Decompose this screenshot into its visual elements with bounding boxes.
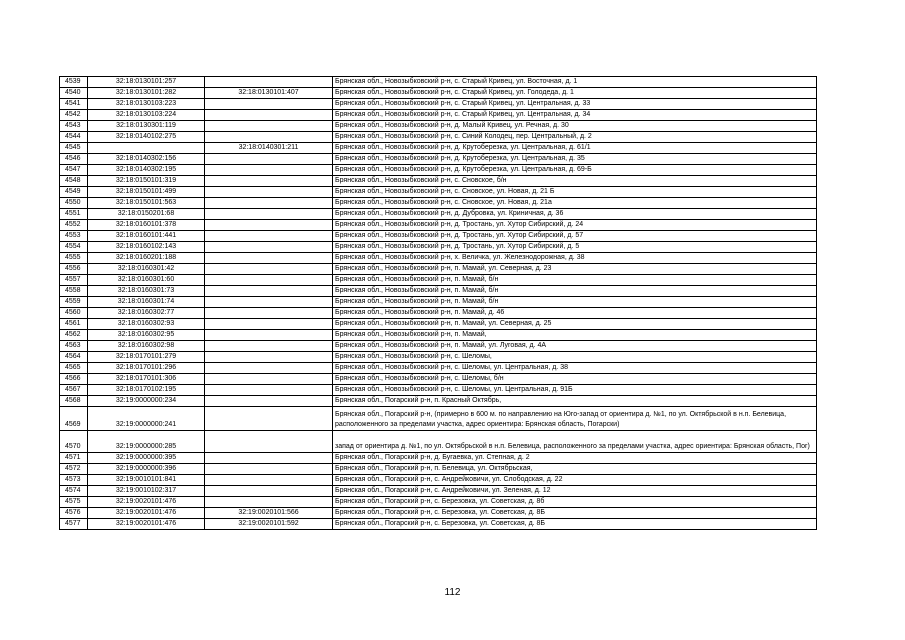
- address: Брянская обл., Новозыбковский р-н, д. Крутоберезка, ул. Центральная, д. 35: [333, 154, 817, 165]
- cadastral-number: 32:18:0130101:282: [88, 88, 205, 99]
- cadastral-number: 32:18:0160102:143: [88, 242, 205, 253]
- row-number: 4543: [60, 121, 88, 132]
- previous-cadastral-number: [205, 77, 333, 88]
- table-row: [60, 330, 817, 341]
- address: Брянская обл., Погарский р-н, с. Андрейковичи, ул. Слободская, д. 22: [333, 475, 817, 486]
- cadastral-number: [88, 143, 205, 154]
- cadastral-number: 32:18:0160301:60: [88, 275, 205, 286]
- row-number: 4557: [60, 275, 88, 286]
- address: Брянская обл., Новозыбковский р-н, п. Мамай, ул. Северная, д. 25: [333, 319, 817, 330]
- table-row: [60, 341, 817, 352]
- previous-cadastral-number: [205, 209, 333, 220]
- row-number: 4547: [60, 165, 88, 176]
- previous-cadastral-number: [205, 319, 333, 330]
- address: Брянская обл., Новозыбковский р-н, д. Тростань, ул. Хутор Сибирский, д. 24: [333, 220, 817, 231]
- cadastral-number: 32:18:0150101:319: [88, 176, 205, 187]
- cadastral-number: 32:18:0150101:499: [88, 187, 205, 198]
- row-number: 4567: [60, 385, 88, 396]
- address: Брянская обл., Погарский р-н, с. Березовка, ул. Советская, д. 8Б: [333, 508, 817, 519]
- row-number: 4562: [60, 330, 88, 341]
- address: Брянская обл., Новозыбковский р-н, п. Мамай, ул. Северная, д. 23: [333, 264, 817, 275]
- address: Брянская обл., Новозыбковский р-н, с. Синий Колодец, пер. Центральный, д. 2: [333, 132, 817, 143]
- table-row: [60, 121, 817, 132]
- table-row: [60, 77, 817, 88]
- cadastral-number: 32:18:0150101:563: [88, 198, 205, 209]
- address: Брянская обл., Погарский р-н, с. Березовка, ул. Советская, д. 8б: [333, 497, 817, 508]
- row-number: 4570: [60, 431, 88, 453]
- address: Брянская обл., Новозыбковский р-н, с. Старый Кривец, ул. Восточная, д. 1: [333, 77, 817, 88]
- cadastral-number: 32:18:0170102:195: [88, 385, 205, 396]
- row-number: 4575: [60, 497, 88, 508]
- table-row: [60, 508, 817, 519]
- row-number: 4542: [60, 110, 88, 121]
- cadastral-number: 32:18:0160301:42: [88, 264, 205, 275]
- table-row: [60, 132, 817, 143]
- address: Брянская обл., Новозыбковский р-н, п. Мамай, б/н: [333, 297, 817, 308]
- row-number: 4566: [60, 374, 88, 385]
- table-row: [60, 220, 817, 231]
- table-row: [60, 475, 817, 486]
- table-row: [60, 363, 817, 374]
- cadastral-number: 32:18:0130301:119: [88, 121, 205, 132]
- cadastral-number: 32:19:0020101:476: [88, 519, 205, 530]
- address: Брянская обл., Новозыбковский р-н, с. Шеломы,: [333, 352, 817, 363]
- previous-cadastral-number: [205, 176, 333, 187]
- table-row: [60, 154, 817, 165]
- row-number: 4554: [60, 242, 88, 253]
- cadastral-number: 32:19:0020101:476: [88, 508, 205, 519]
- previous-cadastral-number: [205, 385, 333, 396]
- row-number: 4548: [60, 176, 88, 187]
- address: Брянская обл., Новозыбковский р-н, п. Мамай, б/н: [333, 275, 817, 286]
- row-number: 4577: [60, 519, 88, 530]
- cadastral-number: 32:18:0160101:378: [88, 220, 205, 231]
- row-number: 4560: [60, 308, 88, 319]
- row-number: 4550: [60, 198, 88, 209]
- address: запад от ориентира д. №1, по ул. Октябрьской в н.п. Белевица, расположенного за пределами участка, адрес ориентира: Брянская область, Пог): [333, 431, 817, 453]
- cadastral-number: 32:18:0140102:275: [88, 132, 205, 143]
- table-row: [60, 187, 817, 198]
- table-row: [60, 464, 817, 475]
- address: Брянская обл., Новозыбковский р-н, п. Мамай, д. 46: [333, 308, 817, 319]
- address: Брянская обл., Погарский р-н, д. Бугаевка, ул. Степная, д. 2: [333, 453, 817, 464]
- table-row: [60, 286, 817, 297]
- address: Брянская обл., Погарский р-н, с. Березовка, ул. Советская, д. 8Б: [333, 519, 817, 530]
- address: Брянская обл., Новозыбковский р-н, д. Тростань, ул. Хутор Сибирский, д. 5: [333, 242, 817, 253]
- table-row: [60, 297, 817, 308]
- table-row: [60, 275, 817, 286]
- previous-cadastral-number: [205, 308, 333, 319]
- previous-cadastral-number: [205, 220, 333, 231]
- cadastral-number: 32:19:0010102:317: [88, 486, 205, 497]
- row-number: 4571: [60, 453, 88, 464]
- previous-cadastral-number: [205, 297, 333, 308]
- previous-cadastral-number: [205, 286, 333, 297]
- previous-cadastral-number: [205, 253, 333, 264]
- cadastral-number: 32:18:0160101:441: [88, 231, 205, 242]
- address: Брянская обл., Новозыбковский р-н, с. Старый Кривец, ул. Голодеда, д. 1: [333, 88, 817, 99]
- table-row: [60, 374, 817, 385]
- table-row: [60, 486, 817, 497]
- table-row: [60, 88, 817, 99]
- table-row: [60, 176, 817, 187]
- address: Брянская обл., Новозыбковский р-н, с. Сновское, ул. Новая, д. 21а: [333, 198, 817, 209]
- table-row: [60, 253, 817, 264]
- table-row: [60, 264, 817, 275]
- table-row: [60, 242, 817, 253]
- address: Брянская обл., Погарский р-н, с. Андрейковичи, ул. Зеленая, д. 12: [333, 486, 817, 497]
- previous-cadastral-number: [205, 352, 333, 363]
- previous-cadastral-number: [205, 187, 333, 198]
- previous-cadastral-number: [205, 374, 333, 385]
- cadastral-number: 32:18:0160302:95: [88, 330, 205, 341]
- table-row: [60, 431, 817, 453]
- cadastral-number: 32:19:0000000:395: [88, 453, 205, 464]
- row-number: 4559: [60, 297, 88, 308]
- previous-cadastral-number: 32:18:0140301:211: [205, 143, 333, 154]
- cadastral-number: 32:18:0130101:257: [88, 77, 205, 88]
- previous-cadastral-number: [205, 165, 333, 176]
- row-number: 4572: [60, 464, 88, 475]
- row-number: 4569: [60, 407, 88, 431]
- table-row: [60, 165, 817, 176]
- previous-cadastral-number: [205, 341, 333, 352]
- previous-cadastral-number: [205, 231, 333, 242]
- cadastral-number: 32:18:0140302:195: [88, 165, 205, 176]
- previous-cadastral-number: [205, 497, 333, 508]
- row-number: 4553: [60, 231, 88, 242]
- table-row: [60, 519, 817, 530]
- address: Брянская обл., Новозыбковский р-н, с. Старый Кривец, ул. Центральная, д. 34: [333, 110, 817, 121]
- address: Брянская обл., Новозыбковский р-н, х. Величка, ул. Железнодорожная, д. 38: [333, 253, 817, 264]
- row-number: 4564: [60, 352, 88, 363]
- address: Брянская обл., Новозыбковский р-н, с. Старый Кривец, ул. Центральная, д. 33: [333, 99, 817, 110]
- cadastral-number: 32:18:0170101:306: [88, 374, 205, 385]
- cadastral-number: 32:18:0140302:156: [88, 154, 205, 165]
- previous-cadastral-number: [205, 330, 333, 341]
- previous-cadastral-number: [205, 154, 333, 165]
- row-number: 4551: [60, 209, 88, 220]
- cadastral-number: 32:18:0130103:224: [88, 110, 205, 121]
- cadastral-number: 32:18:0160301:74: [88, 297, 205, 308]
- table-row: [60, 497, 817, 508]
- row-number: 4552: [60, 220, 88, 231]
- row-number: 4565: [60, 363, 88, 374]
- row-number: 4573: [60, 475, 88, 486]
- address: Брянская обл., Новозыбковский р-н, с. Шеломы, ул. Центральная, д. 38: [333, 363, 817, 374]
- cadastral-number: 32:18:0160201:188: [88, 253, 205, 264]
- table-row: [60, 143, 817, 154]
- previous-cadastral-number: [205, 396, 333, 407]
- previous-cadastral-number: [205, 275, 333, 286]
- table-row: [60, 308, 817, 319]
- cadastral-number: 32:18:0160302:77: [88, 308, 205, 319]
- previous-cadastral-number: 32:19:0020101:566: [205, 508, 333, 519]
- cadastral-number: 32:19:0020101:476: [88, 497, 205, 508]
- previous-cadastral-number: [205, 242, 333, 253]
- address: Брянская обл., Новозыбковский р-н, с. Шеломы, б/н: [333, 374, 817, 385]
- address: Брянская обл., Погарский р-н, (примерно в 600 м. по направлению на Юго-запад от ориентира д. №1, по ул. Октябрьской в н.п. Белевица, расположенного за пределами участка, адрес ориентира: Брянская область, Погарски): [333, 407, 817, 431]
- previous-cadastral-number: [205, 132, 333, 143]
- previous-cadastral-number: [205, 110, 333, 121]
- previous-cadastral-number: [205, 486, 333, 497]
- address: Брянская обл., Новозыбковский р-н, с. Шеломы, ул. Центральная, д. 91Б: [333, 385, 817, 396]
- table-row: [60, 453, 817, 464]
- row-number: 4540: [60, 88, 88, 99]
- table-row: [60, 198, 817, 209]
- table-row: [60, 99, 817, 110]
- address: Брянская обл., Новозыбковский р-н, д. Дубровка, ул. Криничная, д. 36: [333, 209, 817, 220]
- row-number: 4556: [60, 264, 88, 275]
- table-row: [60, 352, 817, 363]
- address: Брянская обл., Новозыбковский р-н, п. Мамай, б/н: [333, 286, 817, 297]
- cadastral-number: 32:18:0160301:73: [88, 286, 205, 297]
- table-row: [60, 407, 817, 431]
- property-table: [59, 76, 817, 530]
- address: Брянская обл., Новозыбковский р-н, с. Сновское, б/н: [333, 176, 817, 187]
- cadastral-number: 32:18:0130103:223: [88, 99, 205, 110]
- cadastral-number: 32:18:0150201:68: [88, 209, 205, 220]
- previous-cadastral-number: [205, 99, 333, 110]
- cadastral-number: 32:18:0170101:296: [88, 363, 205, 374]
- previous-cadastral-number: [205, 198, 333, 209]
- previous-cadastral-number: 32:18:0130101:407: [205, 88, 333, 99]
- row-number: 4549: [60, 187, 88, 198]
- address: Брянская обл., Новозыбковский р-н, с. Сновское, ул. Новая, д. 21 Б: [333, 187, 817, 198]
- row-number: 4544: [60, 132, 88, 143]
- row-number: 4568: [60, 396, 88, 407]
- cadastral-number: 32:19:0000000:285: [88, 431, 205, 453]
- cadastral-number: 32:19:0000000:241: [88, 407, 205, 431]
- cadastral-number: 32:19:0010101:841: [88, 475, 205, 486]
- previous-cadastral-number: 32:19:0020101:592: [205, 519, 333, 530]
- table-row: [60, 110, 817, 121]
- cadastral-number: 32:19:0000000:396: [88, 464, 205, 475]
- cadastral-number: 32:19:0000000:234: [88, 396, 205, 407]
- row-number: 4541: [60, 99, 88, 110]
- table-row: [60, 231, 817, 242]
- address: Брянская обл., Новозыбковский р-н, д. Крутоберезка, ул. Центральная, д. 61/1: [333, 143, 817, 154]
- row-number: 4558: [60, 286, 88, 297]
- previous-cadastral-number: [205, 475, 333, 486]
- previous-cadastral-number: [205, 121, 333, 132]
- table-row: [60, 396, 817, 407]
- row-number: 4555: [60, 253, 88, 264]
- table-row: [60, 319, 817, 330]
- row-number: 4546: [60, 154, 88, 165]
- previous-cadastral-number: [205, 431, 333, 453]
- previous-cadastral-number: [205, 363, 333, 374]
- address: Брянская обл., Новозыбковский р-н, п. Мамай,: [333, 330, 817, 341]
- previous-cadastral-number: [205, 264, 333, 275]
- address: Брянская обл., Новозыбковский р-н, д. Крутоберезка, ул. Центральная, д. 69-Б: [333, 165, 817, 176]
- page-number: 112: [444, 587, 461, 598]
- previous-cadastral-number: [205, 407, 333, 431]
- row-number: 4576: [60, 508, 88, 519]
- row-number: 4574: [60, 486, 88, 497]
- address: Брянская обл., Новозыбковский р-н, д. Малый Кривец, ул. Речная, д. 30: [333, 121, 817, 132]
- table-row: [60, 385, 817, 396]
- row-number: 4539: [60, 77, 88, 88]
- row-number: 4545: [60, 143, 88, 154]
- address: Брянская обл., Погарский р-н, п. Белевица, ул. Октябрьская,: [333, 464, 817, 475]
- address: Брянская обл., Новозыбковский р-н, п. Мамай, ул. Луговая, д. 4А: [333, 341, 817, 352]
- row-number: 4563: [60, 341, 88, 352]
- cadastral-number: 32:18:0160302:93: [88, 319, 205, 330]
- address: Брянская обл., Погарский р-н, п. Красный Октябрь,: [333, 396, 817, 407]
- table-row: [60, 209, 817, 220]
- address: Брянская обл., Новозыбковский р-н, д. Тростань, ул. Хутор Сибирский, д. 57: [333, 231, 817, 242]
- previous-cadastral-number: [205, 453, 333, 464]
- previous-cadastral-number: [205, 464, 333, 475]
- cadastral-number: 32:18:0170101:279: [88, 352, 205, 363]
- row-number: 4561: [60, 319, 88, 330]
- cadastral-number: 32:18:0160302:98: [88, 341, 205, 352]
